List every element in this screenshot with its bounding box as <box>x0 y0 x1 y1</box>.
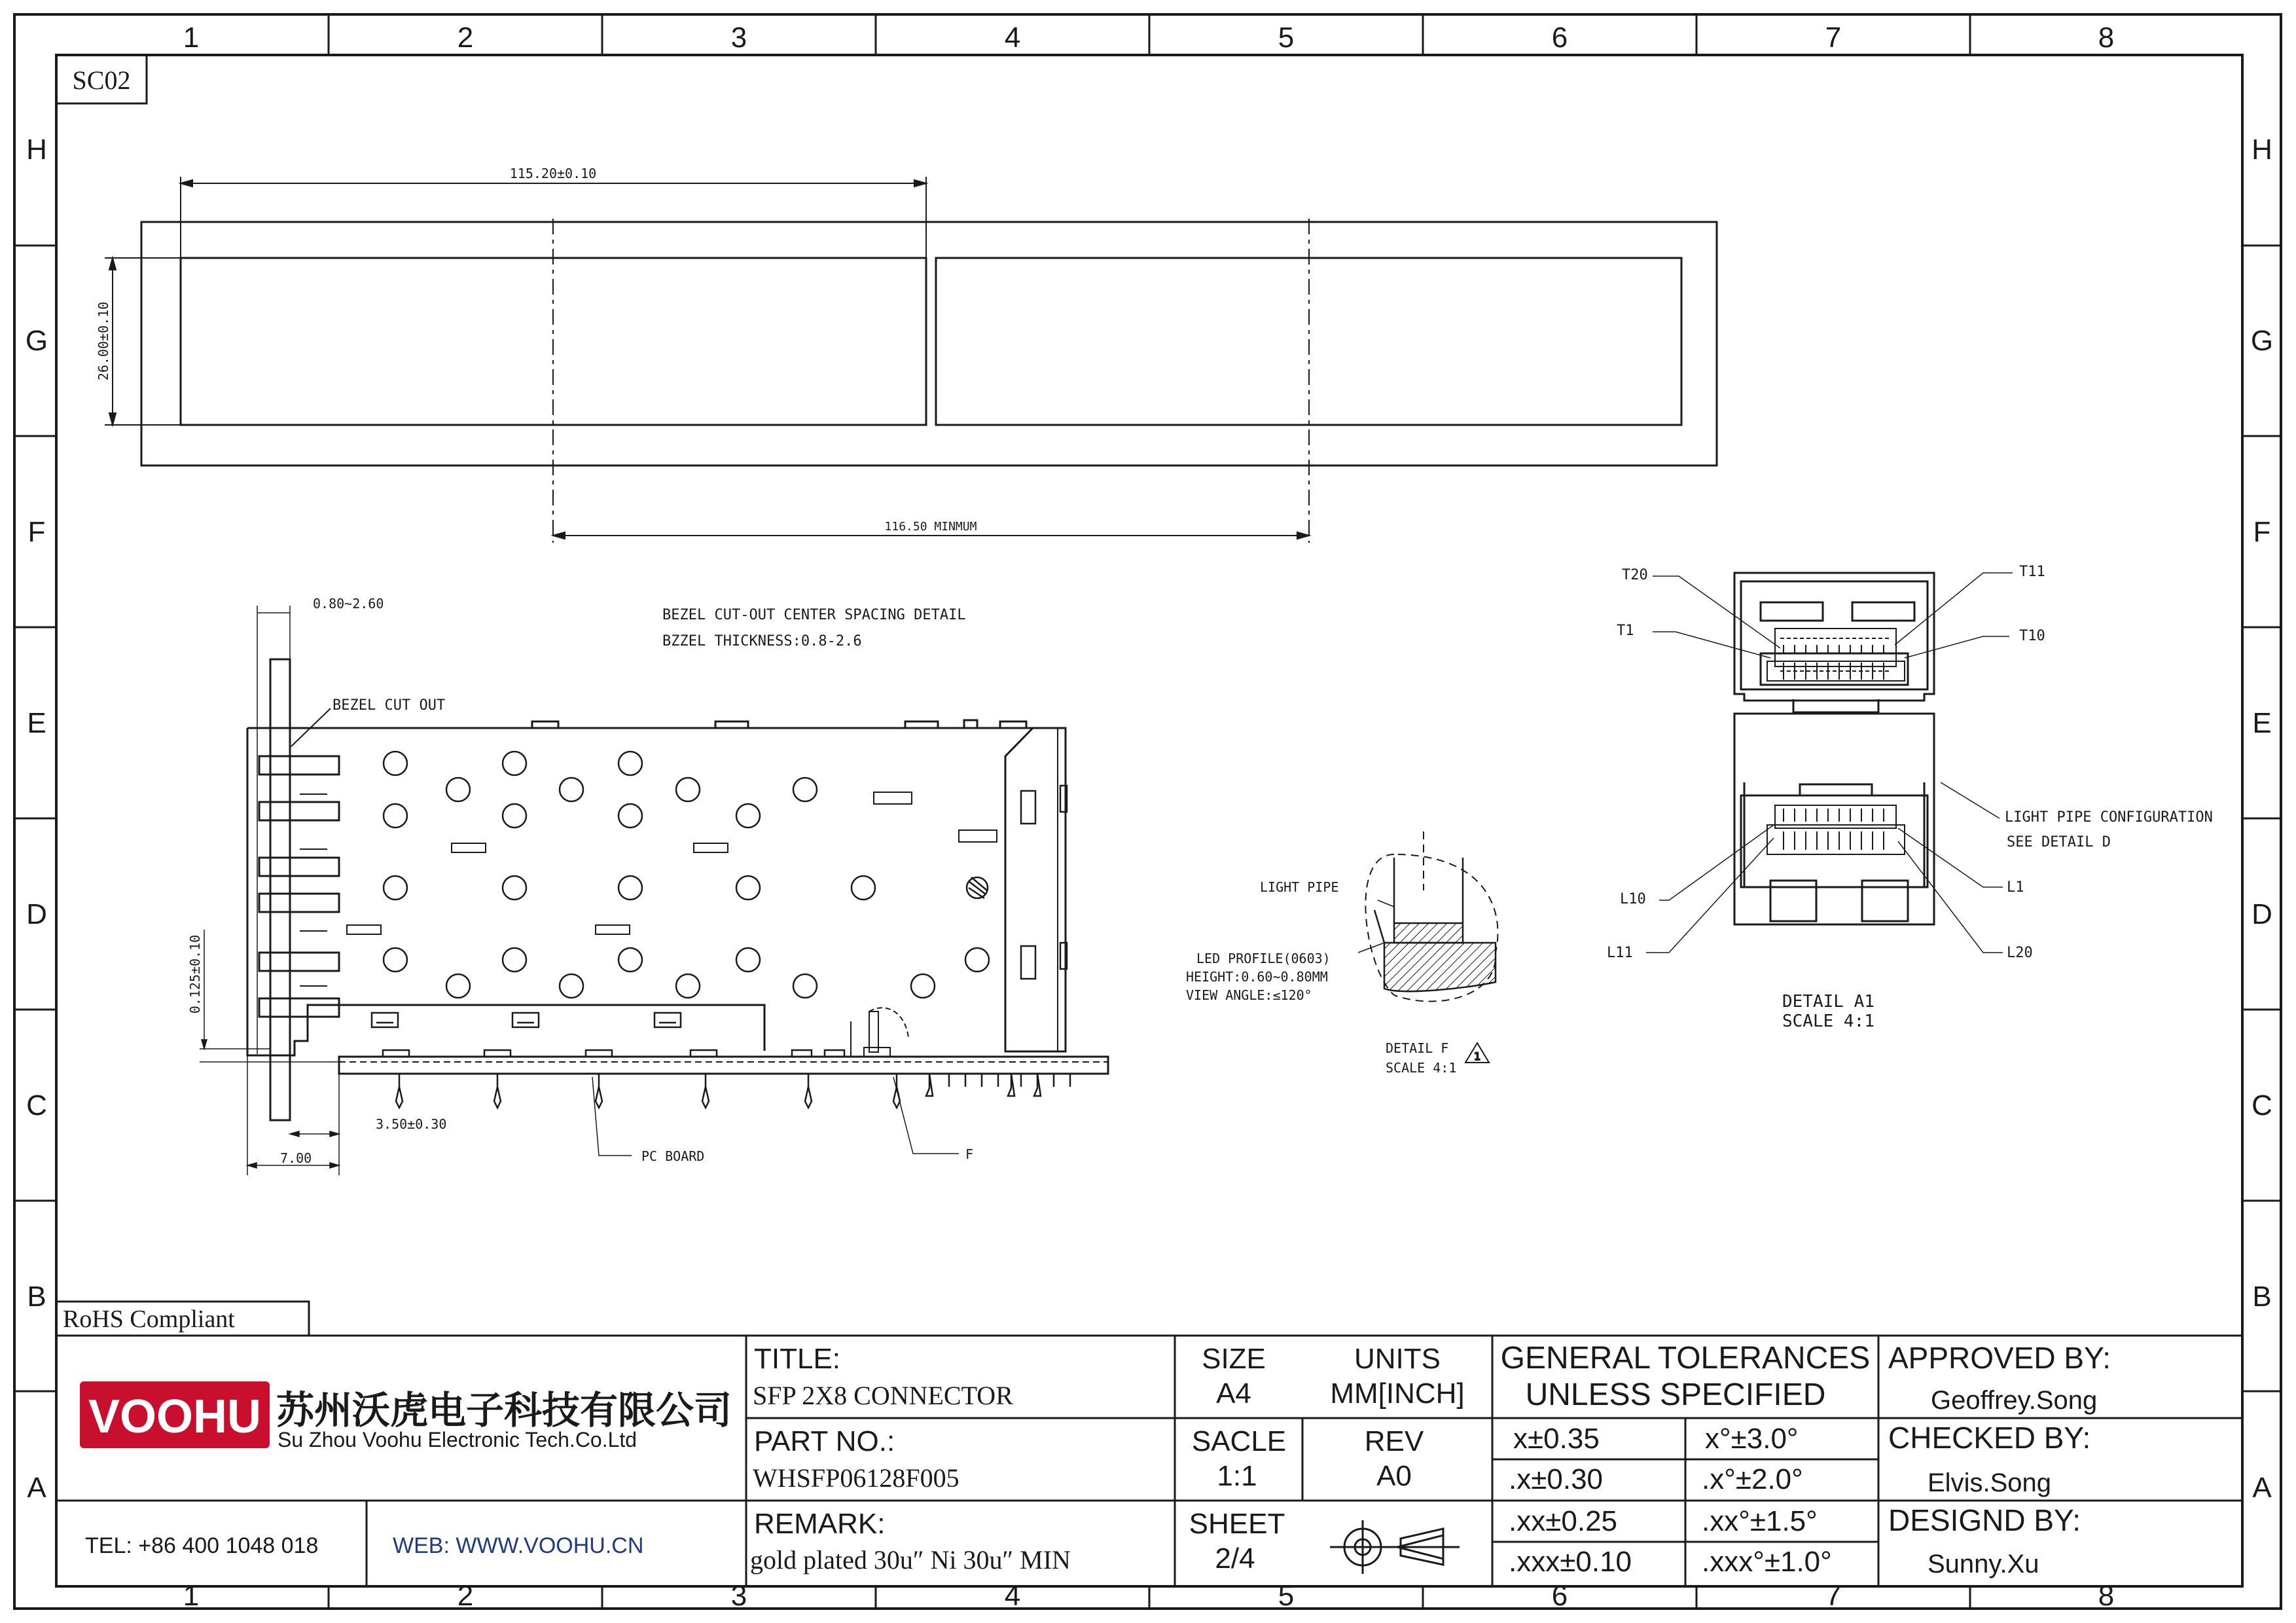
label-bezel-cutout: BEZEL CUT OUT <box>332 697 446 714</box>
tolerance-linear: .xxx±0.10 <box>1509 1546 1632 1578</box>
tolerance-linear: .xx±0.25 <box>1509 1505 1618 1537</box>
title-label: TITLE: <box>754 1343 841 1375</box>
label-light-pipe: LIGHT PIPE <box>1260 879 1339 895</box>
dim-700: 7.00 <box>280 1150 312 1166</box>
company-name-en: Su Zhou Voohu Electronic Tech.Co.Ltd <box>278 1428 637 1451</box>
row-label-right: G <box>2250 325 2274 357</box>
voohu-logo <box>80 1381 270 1448</box>
row-label-left: D <box>26 898 47 930</box>
col-label-top: 4 <box>1004 22 1021 54</box>
dim-350: 3.50±0.30 <box>376 1116 447 1132</box>
warning-triangle-icon <box>1465 1043 1489 1063</box>
scale-label: SACLE <box>1191 1425 1287 1457</box>
tolerance-angular: x°±3.0° <box>1705 1423 1799 1455</box>
title-value: SFP 2X8 CONNECTOR <box>753 1381 1013 1410</box>
led-height: HEIGHT:0.60~0.80MM <box>1186 969 1328 985</box>
detail-f-scale: SCALE 4:1 <box>1386 1060 1457 1076</box>
checked-value: Elvis.Song <box>1928 1468 2051 1497</box>
col-label-top: 7 <box>1825 22 1842 54</box>
row-label-right: H <box>2251 134 2272 166</box>
bezel-cutout-view <box>96 166 1717 543</box>
label-l20: L20 <box>2007 945 2033 961</box>
third-angle-projection-icon <box>1330 1520 1460 1574</box>
units-label: UNITS <box>1354 1343 1441 1375</box>
col-label-bottom: 2 <box>457 1580 474 1612</box>
tolerance-title-2: UNLESS SPECIFIED <box>1525 1377 1826 1412</box>
col-label-bottom: 5 <box>1278 1580 1295 1612</box>
row-label-right: F <box>2253 516 2271 548</box>
logo-text: VOOHU <box>88 1391 262 1443</box>
col-label-bottom: 3 <box>730 1580 747 1612</box>
dim-26: 26.00±0.10 <box>96 301 111 381</box>
label-see-detail-d: SEE DETAIL D <box>2007 834 2111 850</box>
row-label-right: A <box>2252 1472 2272 1504</box>
note-spacing: BEZEL CUT-OUT CENTER SPACING DETAIL <box>662 607 966 623</box>
col-label-bottom: 4 <box>1004 1580 1021 1612</box>
title-block <box>56 1336 2242 1586</box>
label-t11: T11 <box>2019 564 2045 580</box>
approved-value: Geoffrey.Song <box>1931 1386 2098 1415</box>
sheet-label: SHEET <box>1189 1508 1285 1540</box>
col-label-bottom: 1 <box>183 1580 200 1612</box>
row-label-right: C <box>2251 1089 2272 1122</box>
detail-a1-scale: SCALE 4:1 <box>1782 1012 1874 1031</box>
col-label-top: 8 <box>2098 22 2115 54</box>
label-light-pipe-config: LIGHT PIPE CONFIGURATION <box>2005 809 2213 826</box>
row-label-right: B <box>2252 1281 2272 1313</box>
col-label-bottom: 7 <box>1825 1580 1842 1612</box>
row-label-left: E <box>27 707 46 739</box>
row-label-left: F <box>27 516 46 548</box>
company-name-cn: 苏州沃虎电子科技有限公司 <box>276 1389 732 1432</box>
tolerance-angular: .xxx°±1.0° <box>1702 1546 1832 1578</box>
row-label-left: G <box>25 325 48 357</box>
company-tel: TEL: +86 400 1048 018 <box>85 1533 319 1558</box>
tolerance-linear: .x±0.30 <box>1509 1463 1604 1495</box>
checked-label: CHECKED BY: <box>1888 1421 2091 1455</box>
remark-label: REMARK: <box>754 1508 886 1540</box>
led-profile: LED PROFILE(0603) <box>1196 951 1331 966</box>
detail-a1-title: DETAIL A1 <box>1782 992 1874 1012</box>
row-label-left: A <box>27 1472 46 1504</box>
col-label-top: 6 <box>1551 22 1568 54</box>
rev-label: REV <box>1364 1425 1424 1457</box>
sheet-value: 2/4 <box>1215 1542 1255 1575</box>
side-view <box>187 596 1108 1175</box>
detail-f-title: DETAIL F <box>1386 1040 1449 1056</box>
svg-text:1: 1 <box>1474 1050 1480 1063</box>
dim-0125: 0.125±0.10 <box>187 934 203 1014</box>
label-l11: L11 <box>1607 945 1633 961</box>
tolerance-linear: x±0.35 <box>1513 1423 1600 1455</box>
designed-value: Sunny.Xu <box>1928 1550 2039 1578</box>
col-label-top: 3 <box>730 22 747 54</box>
dim-116: 116.50 MINMUM <box>884 520 977 534</box>
led-view-angle: VIEW ANGLE:≤120° <box>1186 987 1312 1003</box>
rev-value: A0 <box>1376 1460 1412 1492</box>
label-t10: T10 <box>2019 628 2045 644</box>
part-no-value: WHSFP06128F005 <box>753 1463 960 1493</box>
label-l10: L10 <box>1620 891 1646 907</box>
sheet-tag <box>56 55 147 103</box>
approved-label: APPROVED BY: <box>1888 1341 2111 1375</box>
row-label-left: B <box>27 1281 46 1313</box>
size-label: SIZE <box>1202 1343 1266 1375</box>
col-label-bottom: 6 <box>1551 1580 1568 1612</box>
dim-bezel-thickness: 0.80~2.60 <box>313 596 384 611</box>
row-label-left: C <box>26 1089 47 1122</box>
remark-value: gold plated 30u″ Ni 30u″ MIN <box>750 1545 1071 1575</box>
tolerance-title-1: GENERAL TOLERANCES <box>1500 1341 1871 1376</box>
tolerance-angular: .x°±2.0° <box>1702 1463 1803 1495</box>
label-detail-f-callout: F <box>965 1146 974 1162</box>
units-value: MM[INCH] <box>1330 1377 1465 1410</box>
size-value: A4 <box>1216 1377 1251 1410</box>
dim-115: 115.20±0.10 <box>509 166 597 181</box>
col-label-top: 2 <box>457 22 474 54</box>
label-t1: T1 <box>1617 623 1634 639</box>
col-label-bottom: 8 <box>2098 1580 2115 1612</box>
row-label-right: E <box>2252 707 2272 739</box>
company-web: WEB: WWW.VOOHU.CN <box>393 1533 644 1558</box>
label-l1: L1 <box>2007 879 2024 896</box>
row-label-right: D <box>2251 898 2272 930</box>
part-no-label: PART NO.: <box>754 1425 895 1457</box>
rohs-box <box>56 1302 309 1336</box>
scale-value: 1:1 <box>1217 1460 1257 1492</box>
col-label-top: 1 <box>183 22 200 54</box>
label-pc-board: PC BOARD <box>641 1148 705 1164</box>
detail-a1 <box>1607 564 2213 1031</box>
label-t20: T20 <box>1622 567 1648 583</box>
col-label-top: 5 <box>1278 22 1295 54</box>
tolerance-angular: .xx°±1.5° <box>1702 1505 1818 1537</box>
detail-f <box>1186 831 1498 1076</box>
note-thickness: BZZEL THICKNESS:0.8-2.6 <box>662 633 862 649</box>
rohs-text: RoHS Compliant <box>63 1305 235 1333</box>
sheet-tag-text: SC02 <box>72 65 131 95</box>
designed-label: DESIGND BY: <box>1888 1503 2081 1537</box>
row-label-left: H <box>26 134 47 166</box>
